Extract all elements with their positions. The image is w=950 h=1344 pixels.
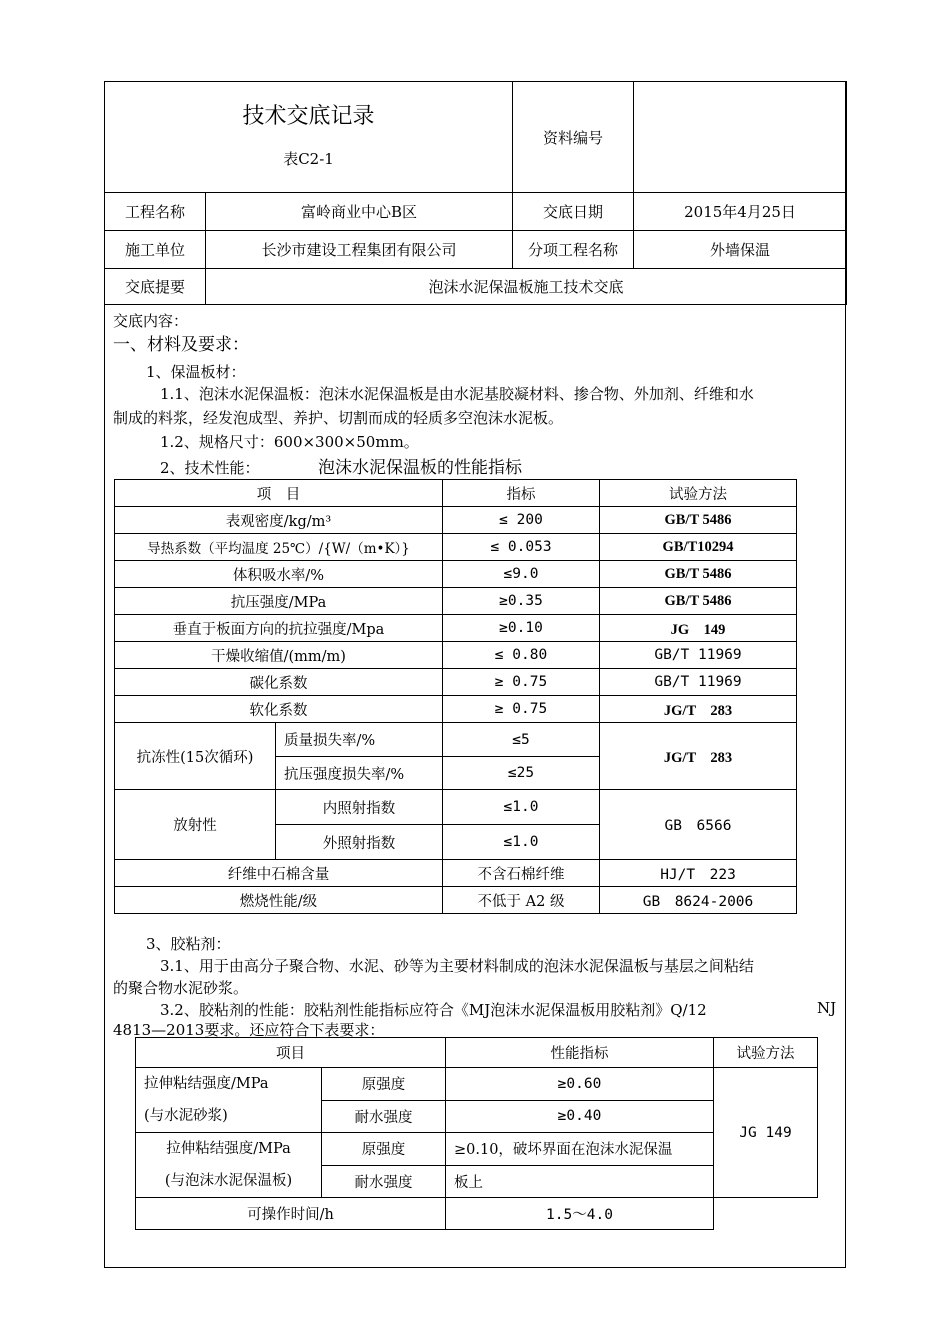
table-row: 可操作时间/h 1.5～4.0 [136, 1198, 818, 1230]
para-1-1-b: 制成的料浆，经发泡成型、养护、切割而成的轻质多空泡沫水泥板。 [113, 409, 564, 427]
para-3-2-a: 3.2、胶粘剂的性能：胶粘剂性能指标应符合《MJ泡沫水泥保温板用胶粘剂》Q/12 [160, 1001, 707, 1019]
table-row: 软化系数 ≥ 0.75 JG/T 283 [115, 696, 797, 723]
project-value: 富岭商业中心B区 [206, 193, 513, 231]
summary-value: 泡沫水泥保温板施工技术交底 [206, 269, 847, 305]
table-row: 拉伸粘结强度/MPa (与水泥砂浆) 原强度 ≥0.60 JG 149 [136, 1068, 818, 1101]
title-cell [105, 82, 513, 193]
content-heading: 交底内容： [113, 312, 189, 330]
table-row: 干燥收缩值/(mm/m) ≤ 0.80 GB/T 11969 [115, 642, 797, 669]
unit-label: 施工单位 [105, 231, 206, 269]
para-3-1-b: 的聚合物水泥砂浆。 [113, 979, 249, 997]
subsection-adhesive: 3、胶粘剂： [146, 935, 231, 953]
table-row: 抗冻性(15次循环) 质量损失率/% ≤5 JG/T 283 [115, 723, 797, 757]
table-row: 纤维中石棉含量 不含石棉纤维 HJ/T 223 [115, 860, 797, 887]
table-row: 耐水强度 ≥0.40 [136, 1100, 818, 1133]
t2-method: JG 149 [714, 1068, 818, 1198]
table-row: 导热系数（平均温度 25℃）/{W/（m•K）} ≤ 0.053 GB/T10294 [115, 534, 797, 561]
date-value: 2015年4月25日 [634, 193, 847, 231]
unit-value: 长沙市建设工程集团有限公司 [206, 231, 513, 269]
table1-title: 泡沫水泥保温板的性能指标 [318, 458, 522, 478]
adhesive-table [135, 1037, 818, 1230]
table-row: 体积吸水率/% ≤9.0 GB/T 5486 [115, 561, 797, 588]
record-form [104, 81, 846, 1268]
t1-header-item: 项 目 [115, 480, 443, 507]
t1-header-method: 试验方法 [600, 480, 797, 507]
performance-table [114, 479, 797, 914]
form-number: 表C2-1 [283, 150, 334, 168]
para-1-2: 1.2、规格尺寸：600×300×50mm。 [160, 433, 419, 451]
t2-header-method: 试验方法 [714, 1038, 818, 1068]
t2-header-item: 项目 [136, 1038, 446, 1068]
form-title: 技术交底记录 [242, 104, 375, 129]
summary-label: 交底提要 [105, 269, 206, 305]
section-materials: 一、材料及要求： [113, 335, 249, 355]
para-3-1-a: 3.1、用于由高分子聚合物、水泥、砂等为主要材料制成的泡沫水泥保温板与基层之间粘结 [160, 957, 754, 975]
table-row: 垂直于板面方向的抗拉强度/Mpa ≥0.10 JG 149 [115, 615, 797, 642]
table-row: 抗压强度损失率/% ≤25 [115, 757, 797, 790]
t2-header-index: 性能指标 [446, 1038, 714, 1068]
table-row: 抗压强度/MPa ≥0.35 GB/T 5486 [115, 588, 797, 615]
para-3-2-b: 4813—2013要求。还应符合下表要求： [113, 1021, 385, 1039]
doc-no-value [634, 82, 847, 193]
table-row: 表观密度/kg/m³ ≤ 200 GB/T 5486 [115, 507, 797, 534]
header-table [104, 81, 847, 305]
subsection-board: 1、保温板材： [146, 363, 246, 381]
doc-no-label: 资料编号 [513, 82, 634, 193]
sub-project-value: 外墙保温 [634, 231, 847, 269]
table-row: 放射性 内照射指数 ≤1.0 GB 6566 [115, 790, 797, 825]
date-label: 交底日期 [513, 193, 634, 231]
sub-project-label: 分项工程名称 [513, 231, 634, 269]
project-label: 工程名称 [105, 193, 206, 231]
table-row: 耐水强度 板上 [136, 1165, 818, 1198]
table-row: 外照射指数 ≤1.0 [115, 825, 797, 860]
table-row: 碳化系数 ≥ 0.75 GB/T 11969 [115, 669, 797, 696]
table-row: 拉伸粘结强度/MPa (与泡沫水泥保温板) 原强度 ≥0.10，破坏界面在泡沫水泥保温 [136, 1133, 818, 1166]
table-row: 燃烧性能/级 不低于 A2 级 GB 8624-2006 [115, 887, 797, 914]
para-3-2-nj: NJ [817, 999, 837, 1017]
t1-header-index: 指标 [443, 480, 600, 507]
subsection-tech: 2、技术性能： [160, 459, 260, 477]
para-1-1-a: 1.1、泡沫水泥保温板：泡沫水泥保温板是由水泥基胶凝材料、掺合物、外加剂、纤维和水 [160, 385, 754, 403]
